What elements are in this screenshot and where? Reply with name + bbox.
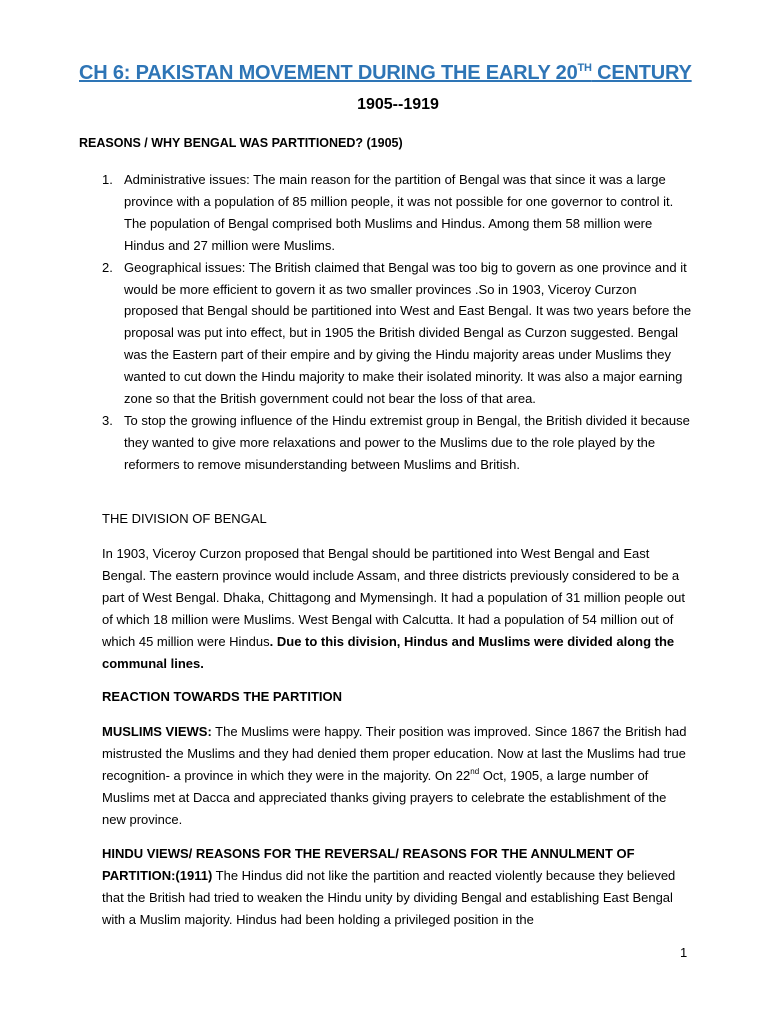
list-number: 2. xyxy=(102,259,113,275)
title-main: CH 6: PAKISTAN MOVEMENT DURING THE EARLY 20 xyxy=(79,62,578,84)
reaction-heading: REACTION TOWARDS THE PARTITION xyxy=(102,689,343,704)
list-number: 1. xyxy=(102,172,113,187)
hindu-views-paragraph xyxy=(102,843,692,931)
muslims-views-text-a: The Muslims were happy. Their position was improved. Since 1867 the British had mistrusted the Muslims and they had denied them proper education. Now at last the Muslims had true recognition- a province in which they were in the majority. On 22 xyxy=(102,724,687,783)
list-number: 3. xyxy=(102,412,113,428)
list-item-text: Administrative issues: The main reason for the partition of Bengal was that since it was a large province with a population of 85 million people, it was not possible for one governor to control it. The population of Bengal comprised both Muslims and Hindus. Among them 58 million were Hindus and 27 million were Muslims. xyxy=(124,172,674,253)
division-text: In 1903, Viceroy Curzon proposed that Bengal should be partitioned into West Bengal and East Bengal. The eastern province would include Assam, and three districts previously considered to be a part of West Bengal. Dhaka, Chittagong and Mymensingh. It had a population of 31 million people out of which 18 million were Muslims. West Bengal with Calcutta. It had a population of 54 million out of which 45 million were Hindus xyxy=(102,546,685,649)
division-paragraph xyxy=(102,543,692,674)
division-bold-text: . Due to this division, Hindus and Muslims were divided along the communal lines. xyxy=(102,633,675,671)
hindu-views-label: HINDU VIEWS/ REASONS FOR THE REVERSAL/ REASONS FOR THE ANNULMENT OF PARTITION:(1911) xyxy=(102,846,635,883)
muslims-views-paragraph xyxy=(102,721,692,831)
muslims-views-text-b: Oct, 1905, a large number of Muslims met at Dacca and appreciated thanks giving prayers to celebrate the establishment of the new province. xyxy=(102,767,667,827)
chapter-title xyxy=(79,62,699,85)
date-range-subtitle: 1905--1919 xyxy=(357,96,439,113)
page-number: 1 xyxy=(680,945,688,960)
reasons-heading: REASONS / WHY BENGAL WAS PARTITIONED? (1905) xyxy=(79,136,403,150)
list-item xyxy=(102,257,692,410)
reasons-list xyxy=(102,169,692,476)
title-superscript: TH xyxy=(577,62,592,74)
list-item-text: To stop the growing influence of the Hindu extremist group in Bengal, the British divided it because they wanted to give more relaxations and power to the Muslims due to the role played by the reformers to remove misunderstanding between Muslims and British. xyxy=(124,412,690,472)
muslims-views-label: MUSLIMS VIEWS: xyxy=(102,724,212,739)
list-item-text: Geographical issues: The British claimed that Bengal was too big to govern as one province and it would be more efficient to govern it as two smaller provinces .So in 1903, Viceroy Curzon proposed that Bengal should be partitioned into West and East Bengal. It was two years before the proposal was put into effect, but in 1905 the British divided Bengal as Curzon suggested. Bengal was the Eastern part of their empire and by giving the Hindu majority areas under Muslims they wanted to cut down the Hindu majority to make their isolated minority. It was also a major earning zone so that the British government could not bear the loss of that area. xyxy=(124,259,692,407)
title-end: CENTURY xyxy=(591,62,692,84)
division-heading: THE DIVISION OF BENGAL xyxy=(102,511,267,526)
list-item xyxy=(102,410,692,476)
hindu-views-text: The Hindus did not like the partition and reacted violently because they believed that the British had tried to weaken the Hindu unity by dividing Bengal and establishing East Bengal with a Muslim majority. Hindus had been holding a privileged position in the xyxy=(102,867,676,927)
muslims-date-superscript: nd xyxy=(470,766,480,776)
list-item xyxy=(102,169,692,257)
